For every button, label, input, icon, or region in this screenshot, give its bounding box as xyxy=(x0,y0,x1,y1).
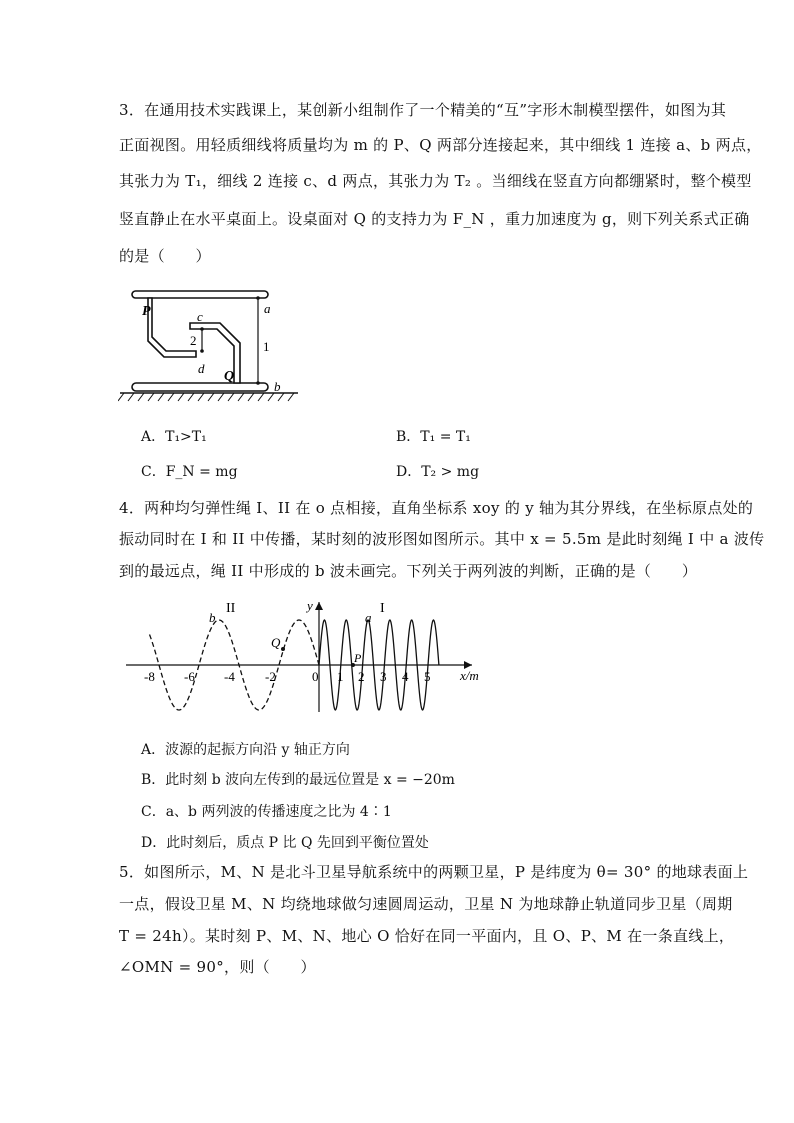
tick-3: 3 xyxy=(380,669,387,684)
label-d: d xyxy=(198,361,205,376)
q3-model-figure xyxy=(118,285,300,405)
q3-line-2: 正面视图。用轻质细线将质量均为 m 的 P、Q 两部分连接起来，其中细线 1 连接 a、b 两点， xyxy=(119,136,762,154)
x-axis-label: x/m xyxy=(460,668,479,683)
region-II-label: II xyxy=(226,601,236,616)
q3-option-b: B．T₁ = T₁ xyxy=(396,429,471,445)
q5-line-4: ∠OMN = 90°，则（ ） xyxy=(119,958,316,976)
tick-4: 4 xyxy=(402,669,409,684)
q3-line-4: 竖直静止在水平桌面上。设桌面对 Q 的支持力为 F_N ，重力加速度为 g，则下列关系式正确 xyxy=(119,210,750,228)
q3-line-1: 3．在通用技术实践课上，某创新小组制作了一个精美的“互”字形木制模型摆件，如图为其 xyxy=(119,101,727,119)
label-P: P xyxy=(142,304,151,319)
q4-line-2: 振动同时在 I 和 II 中传播，某时刻的波形图如图所示。其中 x = 5.5m 是此时刻绳 I 中 a 波传 xyxy=(119,530,765,548)
q4-line-1: 4．两种均匀弹性绳 I、II 在 o 点相接，直角坐标系 xoy 的 y 轴为其分界线，在坐标原点处的 xyxy=(119,499,754,517)
label-a-wave: a xyxy=(365,610,372,625)
q5-line-1: 5．如图所示，M、N 是北斗卫星导航系统中的两颗卫星，P 是纬度为 θ= 30° 的地球表面上 xyxy=(119,863,749,881)
label-2: 2 xyxy=(190,333,197,348)
tick-2: 2 xyxy=(358,669,365,684)
label-Q: Q xyxy=(224,369,235,384)
q4-option-a: A．波源的起振方向沿 y 轴正方向 xyxy=(141,742,350,758)
tick--6: -6 xyxy=(184,669,195,684)
q4-option-c: C．a、b 两列波的传播速度之比为 4∶1 xyxy=(141,804,392,820)
q5-line-3: T = 24h）。某时刻 P、M、N、地心 O 恰好在同一平面内，且 O、P、M 在一条直线上， xyxy=(119,927,735,945)
tick--8: -8 xyxy=(144,669,155,684)
q4-wave-graph xyxy=(120,592,500,717)
q3-line-3: 其张力为 T₁，细线 2 连接 c、d 两点，其张力为 T₂ 。当细线在竖直方向都绷紧时，整个模型 xyxy=(119,172,752,190)
q4-line-3: 到的最远点，绳 II 中形成的 b 波未画完。下列关于两列波的判断，正确的是（ ） xyxy=(119,562,698,580)
tick--4: -4 xyxy=(224,669,235,684)
q3-line-5: 的是（ ） xyxy=(119,247,211,265)
y-axis-label: y xyxy=(307,598,313,613)
label-b-wave: b xyxy=(209,610,216,625)
label-a: a xyxy=(264,301,271,316)
label-c: c xyxy=(197,309,203,324)
label-P-wave: P xyxy=(354,651,362,665)
tick--2: -2 xyxy=(265,669,276,684)
q5-line-2: 一点，假设卫星 M、N 均绕地球做匀速圆周运动，卫星 N 为地球静止轨道同步卫星（周期 xyxy=(119,895,733,913)
q4-option-d: D．此时刻后，质点 P 比 Q 先回到平衡位置处 xyxy=(141,835,429,851)
label-Q-wave: Q xyxy=(271,635,281,650)
region-I-label: I xyxy=(380,601,385,616)
label-1: 1 xyxy=(263,339,270,354)
tick-5: 5 xyxy=(424,669,431,684)
tick-1: 1 xyxy=(337,669,344,684)
q3-option-a: A．T₁>T₁ xyxy=(141,429,207,445)
label-b: b xyxy=(274,379,281,394)
q3-option-d: D．T₂ > mg xyxy=(396,464,480,480)
q3-option-c: C．F_N = mg xyxy=(141,464,238,480)
q4-option-b: B．此时刻 b 波向左传到的最远位置是 x = −20m xyxy=(141,772,455,788)
tick-0: 0 xyxy=(312,669,319,684)
